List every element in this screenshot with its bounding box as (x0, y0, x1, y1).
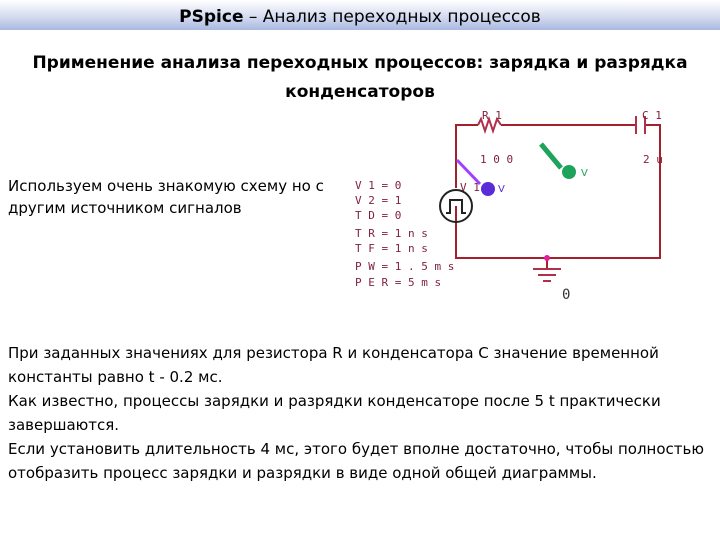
source-param: T F = 1 n s (355, 242, 428, 255)
body-text (8, 341, 708, 485)
source-param: V 2 = 1 (355, 194, 402, 207)
capacitor-value: 2 u (643, 153, 663, 166)
intro-text: Используем очень знакомую схему но с другим источником сигналов (8, 177, 324, 217)
ground-node-dot (544, 255, 550, 261)
source-params (355, 179, 454, 289)
source-param: V 1 = 0 (355, 179, 402, 192)
probe-label: V (581, 168, 588, 179)
ground-symbol (533, 255, 570, 303)
source-param: P E R = 5 m s (355, 276, 442, 289)
voltage-probe-icon (541, 144, 588, 179)
body-paragraph: Если установить длительность 4 мс, этого будет вполне достаточно, чтобы полностью отобразить процесс зарядки и разрядки в виде одной общей диаграммы. (8, 440, 704, 482)
source-param: T R = 1 n s (355, 227, 428, 240)
header-title-bold: PSpice (179, 7, 244, 27)
source-name: V 1 (460, 181, 480, 194)
source-param: P W = 1 . 5 m s (355, 260, 455, 273)
probe-label: V (498, 184, 505, 195)
capacitor-name: C 1 (642, 109, 662, 122)
ground-label: 0 (562, 287, 571, 303)
pulse-source-v1 (440, 159, 480, 224)
body-paragraph: При заданных значениях для резистора R и конденсатора C значение временной константы равно t - 0.2 мс. (8, 344, 659, 386)
source-param: T D = 0 (355, 209, 402, 222)
slide-title: Применение анализа переходных процессов: зарядка и разрядка конденсаторов (32, 53, 688, 102)
body-paragraph: Как известно, процессы зарядки и разрядки конденсаторе после 5 t практически завершаются. (8, 392, 661, 434)
header-title (0, 7, 720, 27)
circuit-wires (456, 125, 660, 268)
resistor-value: 1 0 0 (480, 153, 514, 166)
circuit-schematic (340, 100, 680, 310)
capacitor-c1 (636, 109, 663, 166)
resistor-name: R 1 (482, 109, 502, 122)
header-title-rest: – Анализ переходных процессов (243, 7, 541, 27)
resistor-r1 (478, 109, 513, 166)
